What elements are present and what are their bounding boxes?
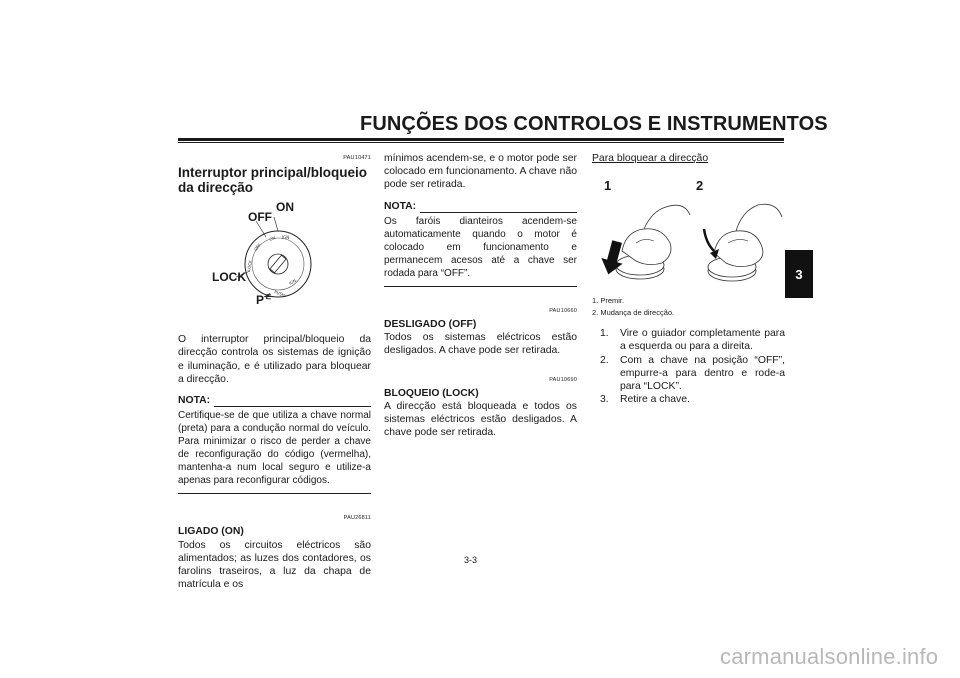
nota-text: Os faróis dianteiros acendem-se automaticamente quando o motor é colocado em funcionamento e permanecem acesos até a chave ser rodada para “OFF”. — [384, 215, 577, 279]
steps-list — [592, 327, 785, 406]
lock-steering-figure — [592, 171, 785, 289]
column-2 — [384, 152, 577, 440]
svg-text:PUSH: PUSH — [273, 289, 286, 298]
caption-1: 1. Premir. — [592, 296, 625, 306]
label-on: ON — [276, 200, 294, 215]
ignition-switch-figure — [178, 199, 371, 329]
header-rule-thin — [178, 142, 784, 143]
page-number: 3-3 — [464, 555, 478, 565]
list-item — [600, 393, 785, 406]
column-1 — [178, 152, 371, 591]
list-item — [600, 327, 785, 353]
nota-rule — [420, 204, 577, 213]
step-number: 2. — [600, 354, 609, 366]
section-code: PAU10471 — [343, 155, 371, 161]
ignition-switch-icon — [178, 199, 371, 329]
section-heading: Interruptor principal/bloqueio da direcção — [178, 165, 367, 196]
nota-header — [384, 200, 577, 213]
section-code: PAU26811 — [343, 515, 371, 522]
figure-number-2: 2 — [696, 178, 704, 194]
label-p-text: P — [256, 293, 265, 308]
svg-text:IGN.: IGN. — [288, 277, 298, 287]
watermark: carmanualsonline.info — [720, 644, 939, 669]
label-off: OFF — [248, 210, 272, 225]
hand-key-illustration-icon — [592, 171, 785, 289]
svg-text:ON: ON — [268, 235, 277, 243]
lock-steering-subheading: Para bloquear a direcção — [592, 153, 709, 164]
header-rule — [178, 138, 784, 141]
nota-label: NOTA: — [384, 200, 417, 212]
label-lock: LOCK — [212, 270, 246, 285]
figure-captions — [592, 295, 785, 319]
bloqueio-heading: BLOQUEIO (LOCK) — [384, 387, 479, 399]
bloqueio-text: A direcção está bloqueada e todos os sistemas eléctricos estão desligados. A chave pode ser retirada. — [384, 401, 577, 439]
intro-paragraph: O interruptor principal/bloqueio da direcção controla os sistemas de ignição e iluminação, e é utilizado para bloquear a direcção. — [178, 334, 371, 385]
step-text: Com a chave na posição “OFF”, empurre-a para dentro e rode-a para “LOCK”. — [620, 354, 785, 393]
nota-text: Certifique-se de que utiliza a chave normal (preta) para a condução normal do veículo. Para minimizar o risco de perder a chave de reconfiguração do código (vermelha), mantenha-a num local seguro e utilize-a apenas para reconfigurar códigos. — [178, 410, 371, 487]
step-text: Retire a chave. — [620, 394, 690, 406]
caption-2: 2. Mudança de direcção. — [592, 308, 675, 318]
step-number: 3. — [600, 394, 609, 406]
ligado-text: Todos os circuitos eléctricos são alimentados; as luzes dos contadores, os farolins traseiros, a luz da chapa de matrícula e os — [178, 539, 371, 591]
figure-number-1: 1 — [604, 178, 612, 194]
desligado-heading: DESLIGADO (OFF) — [384, 319, 477, 331]
desligado-text: Todos os sistemas eléctricos estão desligados. A chave pode ser retirada. — [384, 332, 577, 357]
p-arrow-icon: ⋲ — [264, 294, 272, 302]
continued-text: mínimos acendem-se, e o motor pode ser colocado em funcionamento. A chave não pode ser retirada. — [384, 153, 577, 191]
svg-text:LOCK: LOCK — [246, 260, 253, 272]
svg-text:IGN: IGN — [282, 235, 290, 241]
step-text: Vire o guiador completamente para a esquerda ou para a direita. — [620, 328, 785, 353]
section-code: PAU10690 — [549, 376, 577, 383]
step-number: 1. — [600, 328, 609, 340]
chapter-tab: 3 — [785, 250, 813, 298]
nota-header — [178, 394, 371, 407]
list-item — [600, 354, 785, 394]
nota-end-rule — [178, 493, 371, 494]
nota-label: NOTA: — [178, 395, 211, 407]
page-header-title: FUNÇÕES DOS CONTROLOS E INSTRUMENTOS — [360, 113, 828, 135]
column-3 — [592, 152, 785, 406]
label-p — [256, 291, 271, 307]
nota-rule — [214, 398, 371, 407]
nota-end-rule — [384, 286, 577, 287]
ligado-heading: LIGADO (ON) — [178, 526, 244, 538]
section-code: PAU10660 — [549, 307, 577, 314]
svg-text:OFF: OFF — [252, 242, 262, 252]
